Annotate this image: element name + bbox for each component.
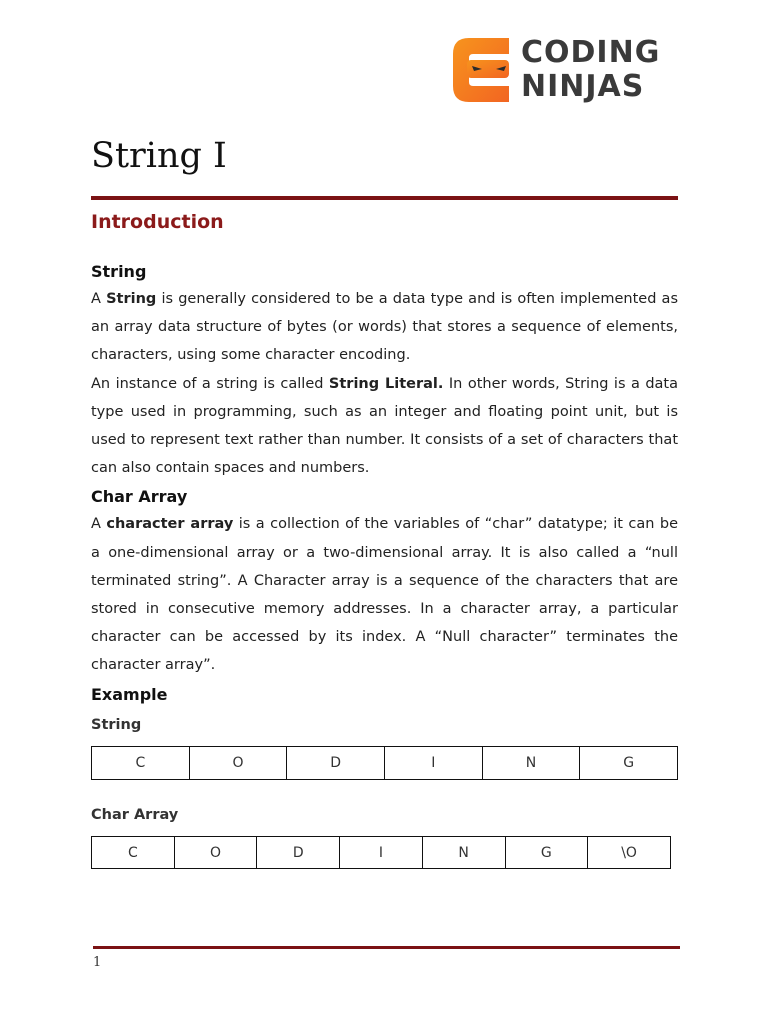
string-example-label: String [91,717,142,733]
string-paragraph-2: An instance of a string is called String Literal. In other words, String is a data type used in programming, such as an integer and floating point unit, but is used to represent text rather than number. It consists of a set of characters that can also contain spaces and numbers. [91,375,678,477]
title-divider [91,196,678,200]
body-content [91,259,678,708]
coding-ninjas-logo [453,35,673,106]
char-array-paragraph: A character array is a collection of the variables of “char” datatype; it can be a one-dimensional array or a two-dimensional array. It is also called a “null terminated string”. A Character array is a sequence of the characters that are stored in consecutive memory addresses. In a character array, a particular character can be accessed by its index. A “Null character” terminates the character array”. [91,516,678,674]
string-heading: String [91,262,147,281]
string-cell: C [92,747,190,780]
string-cell: O [189,747,287,780]
logo-wordmark [521,36,660,104]
string-cell: D [287,747,385,780]
char-cell: O [174,837,257,869]
logo-line-1: CODING [521,35,661,70]
char-array-example-label: Char Array [91,807,179,823]
example-heading: Example [91,684,168,704]
char-cell: C [92,837,175,869]
char-array-diagram [91,836,671,869]
string-array-diagram [91,746,678,780]
ninja-mask-icon [453,38,511,102]
page-number: 1 [93,955,102,970]
string-cell: N [482,747,580,780]
char-cell: G [505,837,588,869]
string-cell: G [580,747,678,780]
string-paragraph-1: A String is generally considered to be a data type and is often implemented as an array data structure of bytes (or words) that stores a sequence of elements, characters, using some character encoding. [91,291,679,364]
page-title: String I [91,136,227,176]
char-cell: \O [588,837,671,869]
char-cell: N [422,837,505,869]
char-cell: I [340,837,423,869]
char-cell: D [257,837,340,869]
section-heading: Introduction [91,211,224,233]
string-cell: I [384,747,482,780]
footer-divider [93,946,680,949]
logo-line-2: NINJAS [521,69,645,104]
char-array-heading: Char Array [91,487,188,507]
